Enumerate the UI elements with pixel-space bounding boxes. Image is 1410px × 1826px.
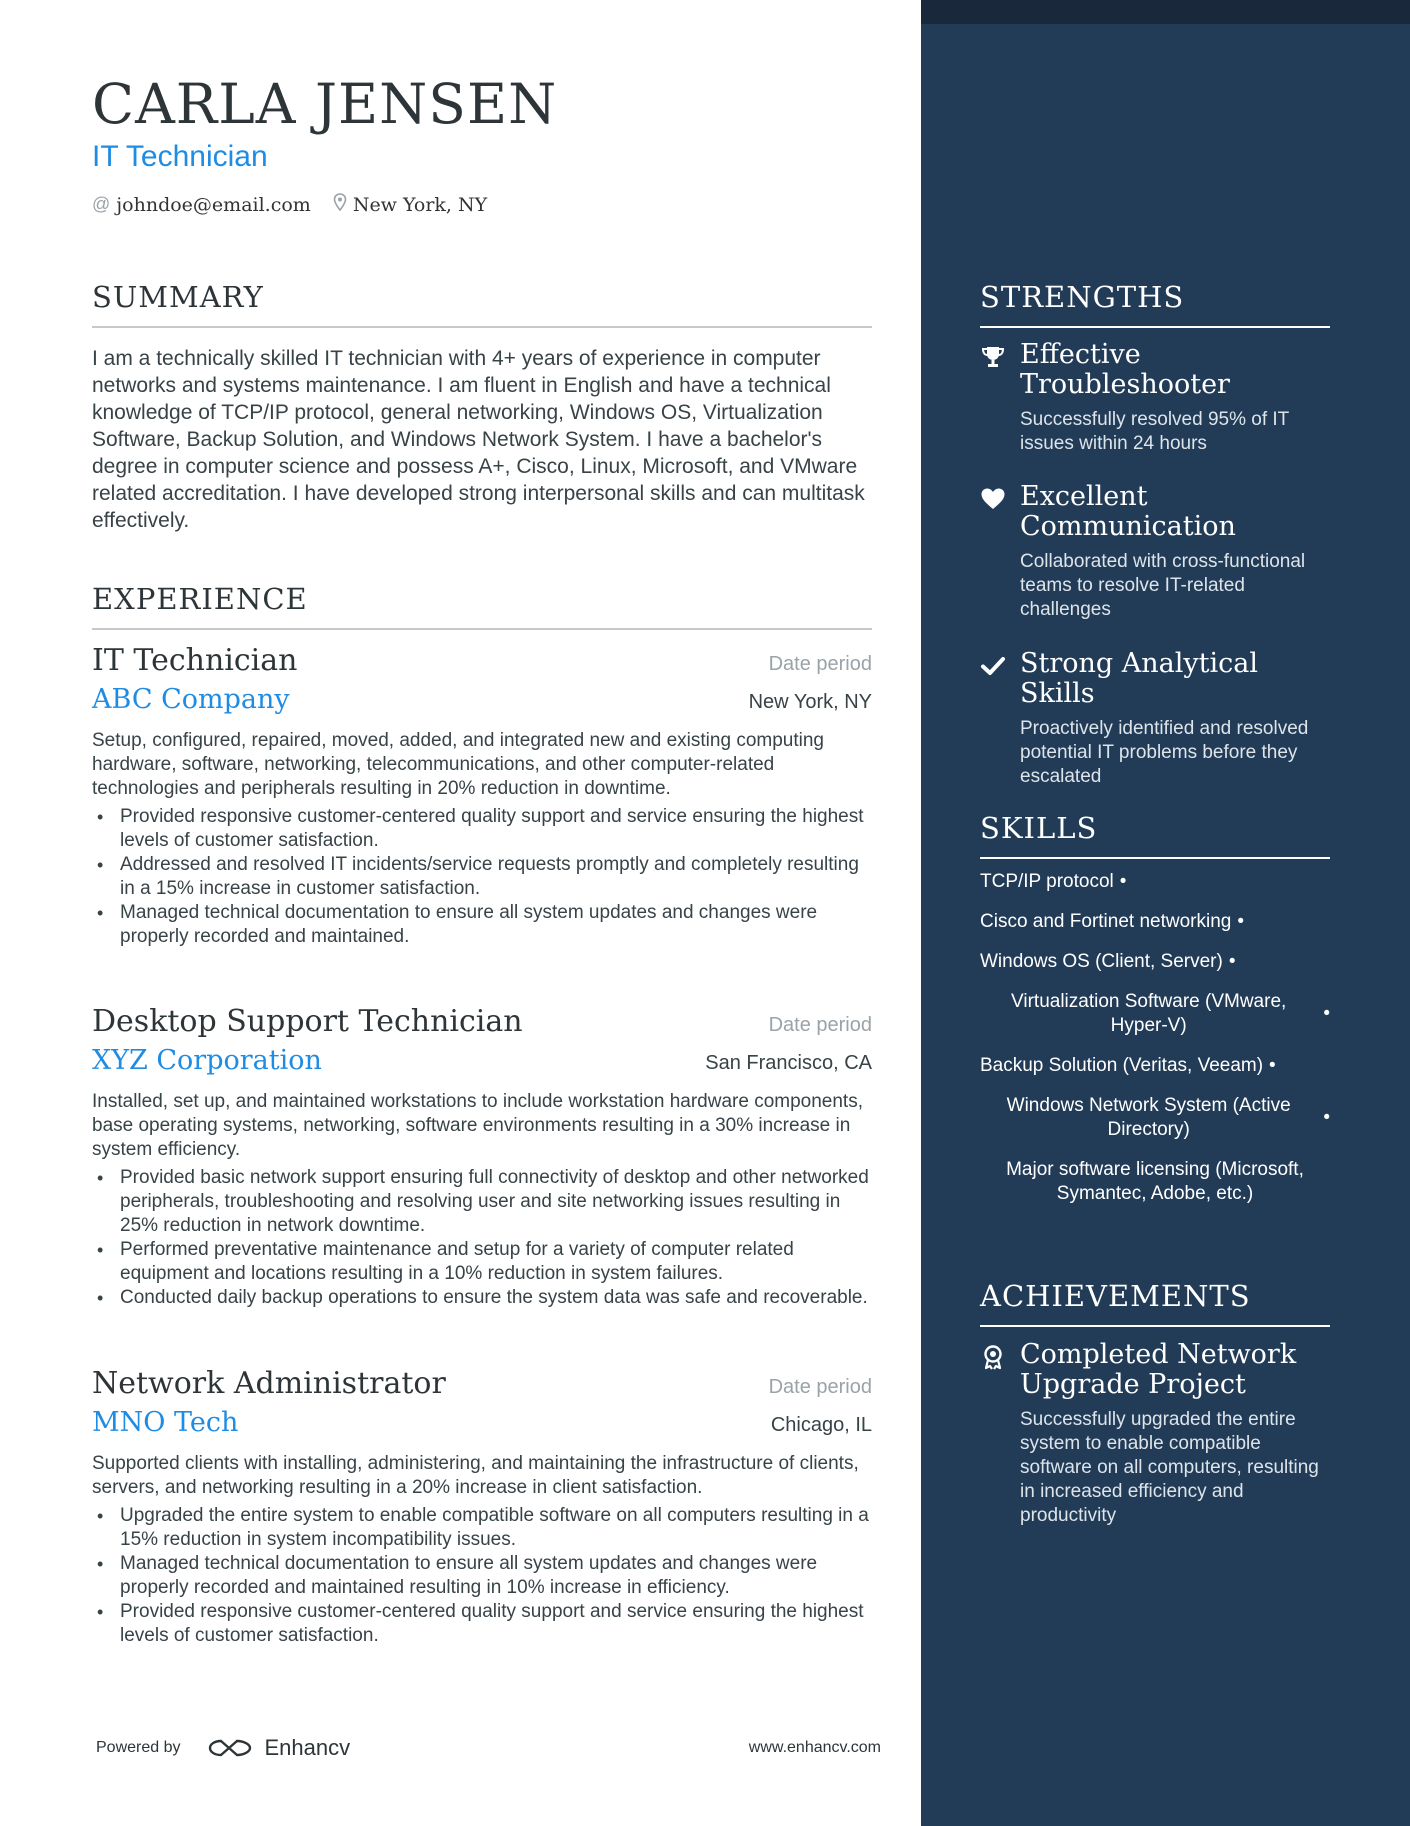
experience-heading: EXPERIENCE: [92, 582, 872, 630]
strength-title: Effective Troubleshooter: [1020, 339, 1230, 400]
job-entry: [92, 1366, 872, 1648]
job-bullets: [92, 1504, 872, 1648]
enhancv-logo-icon: [207, 1736, 253, 1760]
list-item: • Addressed and resolved IT incidents/service requests promptly and completely resulting in a 15% increase in customer satisfaction.: [92, 853, 872, 901]
achievement-description: Successfully upgraded the entire system to enable compatible software on all computers, resulting in increased efficiency and productivity: [1020, 1409, 1319, 1526]
checkmark-icon: [980, 653, 1006, 679]
skill-item: [980, 1054, 1330, 1078]
skill-item: [980, 870, 1330, 894]
job-location: San Francisco, CA: [705, 1052, 872, 1074]
summary-text: I am a technically skilled IT technician with 4+ years of experience in computer networks and systems maintenance. I am fluent in English and have a technical knowledge of TCP/IP protocol, general networking, Windows OS, Virtualization Software, Backup Solution, and Windows Network System. I have a bachelor's degree in computer science and possess A+, Cisco, Linux, Microsoft, and VMware related accreditation. I have developed strong interpersonal skills and can multitask effectively.: [92, 347, 865, 532]
strength-title: Excellent Communication: [1020, 481, 1236, 542]
skill-label: Backup Solution (Veritas, Veeam): [980, 1055, 1264, 1076]
skill-label: Windows Network System (Active Directory): [1006, 1095, 1291, 1140]
location-text: New York, NY: [352, 193, 488, 216]
skill-item: [980, 950, 1330, 974]
job-bullets: [92, 1166, 872, 1310]
job-location: Chicago, IL: [770, 1414, 872, 1436]
powered-by-label: Powered by: [96, 1739, 181, 1756]
job-company: XYZ Corporation: [92, 1045, 322, 1076]
skill-separator: •: [1237, 911, 1244, 932]
skill-label: TCP/IP protocol: [980, 871, 1114, 892]
email-link[interactable]: johndoe@email.com: [116, 193, 311, 216]
main-column: [92, 0, 881, 1826]
skill-separator: •: [1269, 1055, 1276, 1076]
job-entry: [92, 643, 872, 949]
enhancv-brand-text: Enhancv: [264, 1735, 351, 1760]
job-location: New York, NY: [748, 691, 872, 713]
list-item: • Upgraded the entire system to enable compatible software on all computers resulting in a 15% reduction in system incompatibility issues.: [92, 1504, 872, 1552]
skills-list: [980, 870, 1330, 1222]
trophy-icon: [980, 344, 1006, 370]
skill-label: Major software licensing (Microsoft, Symantec, Adobe, etc.): [1006, 1159, 1304, 1204]
strengths-heading: STRENGTHS: [980, 280, 1330, 328]
award-medal-icon: [980, 1344, 1006, 1370]
website-link[interactable]: www.enhancv.com: [748, 1739, 881, 1756]
skill-item: [980, 1094, 1330, 1142]
skills-heading: SKILLS: [980, 811, 1330, 859]
strength-item: [980, 340, 1330, 456]
list-item: • Managed technical documentation to ensure all system updates and changes were properly recorded and maintained resulting in 10% increase in efficiency.: [92, 1552, 872, 1600]
achievements-heading: ACHIEVEMENTS: [980, 1279, 1330, 1327]
job-company: MNO Tech: [92, 1407, 239, 1438]
skill-separator: •: [1119, 871, 1127, 892]
skill-label: Windows OS (Client, Server): [980, 951, 1223, 972]
skill-item: [980, 1158, 1330, 1206]
job-date: Date period: [768, 1014, 872, 1036]
candidate-title: IT Technician: [92, 140, 268, 173]
job-company: ABC Company: [92, 684, 290, 715]
heart-icon: [980, 486, 1006, 512]
list-item: • Provided basic network support ensuring full connectivity of desktop and other networked peripherals, troubleshooting and resolving user and site networking issues resulting in 25% reduction in network downtime.: [92, 1166, 872, 1238]
job-title: IT Technician: [92, 643, 298, 678]
strength-description: Proactively identified and resolved potential IT problems before they escalated: [1020, 718, 1309, 787]
list-item: • Managed technical documentation to ensure all system updates and changes were properly recorded and maintained.: [92, 901, 872, 949]
job-description: Installed, set up, and maintained workstations to include workstation hardware components, base operating systems, networking, software environments resulting in a 30% increase in system efficiency.: [92, 1091, 863, 1160]
candidate-name: CARLA JENSEN: [92, 72, 558, 136]
job-title: Network Administrator: [92, 1366, 446, 1401]
job-bullets: [92, 805, 872, 949]
enhancv-logo[interactable]: [207, 1735, 351, 1761]
strength-description: Successfully resolved 95% of IT issues within 24 hours: [1020, 409, 1289, 454]
list-item: • Conducted daily backup operations to ensure the system data was safe and recoverable.: [92, 1286, 872, 1310]
achievement-title: Completed Network Upgrade Project: [1020, 1339, 1297, 1400]
skill-item: [980, 990, 1330, 1038]
sidebar: [921, 0, 1410, 1826]
job-description: Supported clients with installing, administering, and maintaining the infrastructure of clients, servers, and networking resulting in a 20% increase in client satisfaction.: [92, 1453, 859, 1498]
footer: [96, 1735, 881, 1761]
achievement-item: [980, 1340, 1330, 1528]
skill-separator: •: [1323, 1107, 1330, 1128]
skill-separator: •: [1228, 951, 1236, 972]
skill-separator: •: [1323, 1003, 1330, 1024]
skill-label: Virtualization Software (VMware, Hyper-V): [1011, 991, 1287, 1036]
job-entry: [92, 1004, 872, 1310]
summary-heading: SUMMARY: [92, 280, 872, 328]
at-icon: @: [92, 194, 111, 214]
list-item: • Performed preventative maintenance and setup for a variety of computer related equipment and locations resulting in a 10% reduction in system failures.: [92, 1238, 872, 1286]
contact-row: [92, 193, 487, 216]
job-date: Date period: [768, 1376, 872, 1398]
powered-by: [96, 1735, 350, 1761]
strength-item: [980, 482, 1330, 622]
skill-label: Cisco and Fortinet networking: [980, 911, 1232, 932]
strength-description: Collaborated with cross-functional teams to resolve IT-related challenges: [1020, 551, 1306, 620]
strength-title: Strong Analytical Skills: [1020, 648, 1258, 709]
sidebar-top-bar: [921, 0, 1410, 24]
list-item: • Provided responsive customer-centered quality support and service ensuring the highest levels of customer satisfaction.: [92, 1600, 872, 1648]
job-date: Date period: [768, 653, 872, 675]
map-pin-icon: [333, 193, 347, 216]
skill-item: [980, 910, 1330, 934]
job-title: Desktop Support Technician: [92, 1004, 523, 1039]
strength-item: [980, 649, 1330, 789]
job-description: Setup, configured, repaired, moved, added, and integrated new and existing computing hardware, software, networking, telecommunications, and other computer-related technologies and peripherals resulting in 20% reduction in downtime.: [92, 730, 824, 799]
list-item: • Provided responsive customer-centered quality support and service ensuring the highest levels of customer satisfaction.: [92, 805, 872, 853]
